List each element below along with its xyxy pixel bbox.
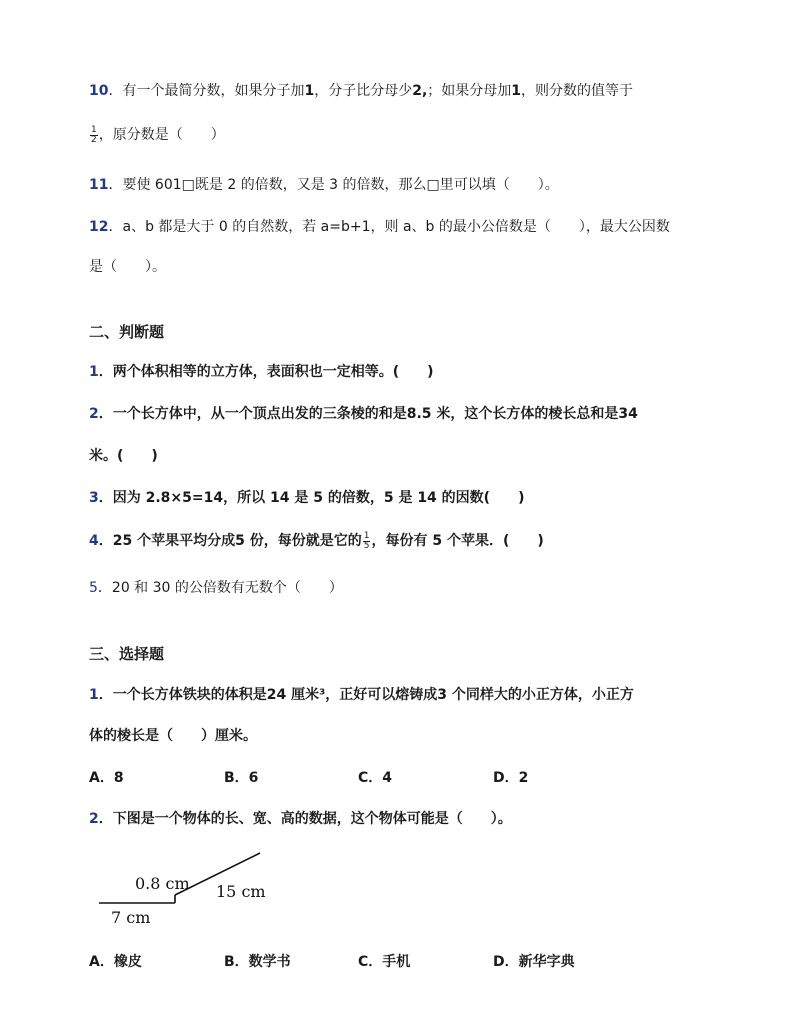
question-number: 1 bbox=[89, 687, 99, 703]
choice-2-option-d[interactable]: D．新华字典 bbox=[493, 954, 575, 970]
numeral: 2, bbox=[412, 83, 428, 99]
choice-1-option-d[interactable]: D．2 bbox=[493, 770, 529, 786]
question-text: ，每份有 5 个苹果．( ) bbox=[371, 533, 544, 549]
choice-2-option-b[interactable]: B．数学书 bbox=[224, 954, 291, 970]
question-text: ．下图是一个物体的长、宽、高的数据，这个物体可能是（ ）。 bbox=[98, 811, 512, 827]
choice-question-2 bbox=[89, 808, 512, 828]
numeral: 1 bbox=[511, 83, 522, 99]
fraction-numerator: 1 bbox=[363, 530, 370, 541]
section-heading-judgment: 二、判断题 bbox=[89, 323, 165, 341]
choice-1-option-b[interactable]: B．6 bbox=[224, 770, 259, 786]
choice-1-option-a[interactable]: A．8 bbox=[89, 770, 124, 786]
question-text: 是（ ）。 bbox=[89, 259, 166, 275]
question-text: ．一个长方体铁块的体积是24 厘米³，正好可以熔铸成3 个同样大的小正方体，小正方 bbox=[98, 687, 634, 703]
judgment-question-2 bbox=[89, 403, 638, 423]
question-number: 12 bbox=[89, 219, 109, 235]
label-length: 15 cm bbox=[216, 882, 266, 901]
question-text: ；如果分母加 bbox=[427, 83, 512, 99]
question-text: ，原分数是（ ） bbox=[98, 127, 225, 143]
question-text: ，分子比分母少 bbox=[314, 83, 413, 99]
question-number: 11 bbox=[89, 177, 109, 193]
question-text: ，则分数的值等于 bbox=[521, 83, 634, 99]
question-number: 5 bbox=[89, 580, 98, 596]
numeral: 1 bbox=[304, 83, 315, 99]
judgment-question-4 bbox=[89, 530, 544, 551]
judgment-question-5 bbox=[89, 577, 343, 597]
fraction-denominator: 5 bbox=[363, 540, 370, 551]
judgment-question-3 bbox=[89, 487, 524, 507]
judgment-question-2-line2 bbox=[89, 445, 158, 465]
question-text: 体的棱长是（ ）厘米。 bbox=[89, 728, 257, 744]
question-number: 2 bbox=[89, 811, 99, 827]
question-text: ．a、b 都是大于 0 的自然数，若 a=b+1，则 a、b 的最小公倍数是（ ），最大公因数 bbox=[108, 219, 670, 235]
question-12 bbox=[89, 216, 670, 236]
fraction-denominator: 2 bbox=[91, 134, 97, 145]
question-text: ．因为 2.8×5=14，所以 14 是 5 的倍数，5 是 14 的因数( ) bbox=[98, 490, 525, 506]
question-text: ．20 和 30 的公倍数有无数个（ ） bbox=[97, 580, 343, 596]
question-number: 2 bbox=[89, 406, 99, 422]
question-text: ．两个体积相等的立方体，表面积也一定相等。( ) bbox=[98, 364, 434, 380]
section-heading-choice: 三、选择题 bbox=[89, 645, 165, 663]
fraction-one-half bbox=[90, 126, 98, 145]
question-10-line2 bbox=[89, 124, 225, 145]
question-text: ．25 个苹果平均分成5 份，每份就是它的 bbox=[98, 533, 362, 549]
label-width: 7 cm bbox=[111, 908, 151, 927]
fraction-one-fifth bbox=[363, 532, 371, 551]
question-10 bbox=[89, 80, 633, 100]
choice-question-1 bbox=[89, 684, 634, 704]
question-number: 3 bbox=[89, 490, 99, 506]
choice-question-1-line2 bbox=[89, 725, 257, 745]
label-height: 0.8 cm bbox=[135, 874, 190, 893]
choice-2-option-a[interactable]: A．橡皮 bbox=[89, 954, 142, 970]
dimension-figure bbox=[89, 845, 289, 930]
question-text: ．一个长方体中，从一个顶点出发的三条棱的和是8.5 米，这个长方体的棱长总和是34 bbox=[98, 406, 638, 422]
judgment-question-1 bbox=[89, 361, 434, 381]
question-number: 4 bbox=[89, 533, 99, 549]
question-11 bbox=[89, 174, 559, 194]
choice-2-option-c[interactable]: C．手机 bbox=[358, 954, 411, 970]
question-text: 米。( ) bbox=[89, 448, 158, 464]
question-12-line2 bbox=[89, 256, 166, 276]
choice-1-option-c[interactable]: C．4 bbox=[358, 770, 393, 786]
question-text: ．要使 601□既是 2 的倍数，又是 3 的倍数，那么□里可以填（ ）。 bbox=[108, 177, 559, 193]
question-number: 10 bbox=[89, 83, 109, 99]
fraction-numerator: 1 bbox=[91, 124, 97, 135]
question-text: ．有一个最简分数，如果分子加 bbox=[108, 83, 305, 99]
question-number: 1 bbox=[89, 364, 99, 380]
